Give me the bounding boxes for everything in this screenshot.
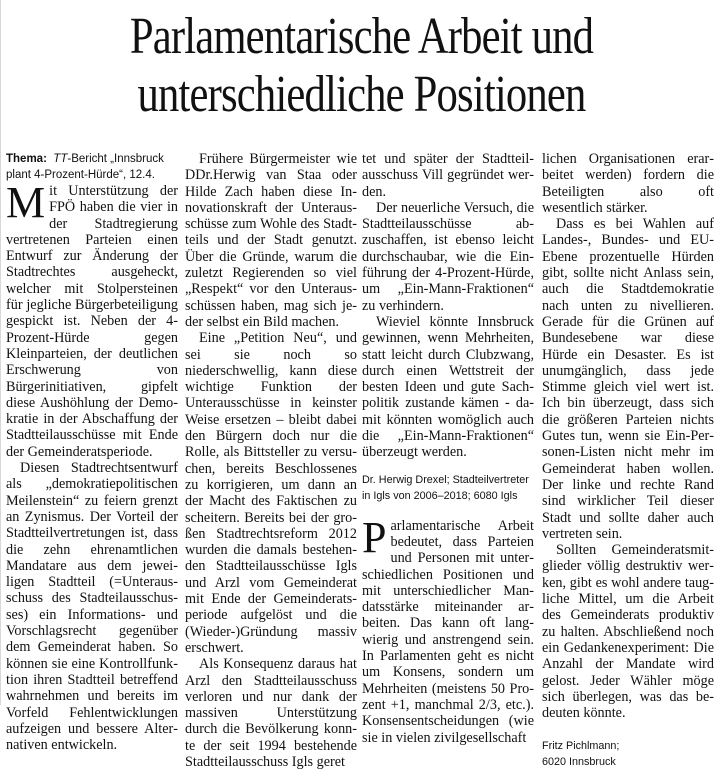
headline-line-1: Parlamentarische Arbeit und — [129, 8, 594, 65]
letter2-paragraph: Dass es bei Wahlen auf Landes-, Bundes- und EU-Ebene prozentuelle Hürden gibt, sollte nicht Anlass sein, auch die Stadtdemokratie nach unten zu nivellieren. Gerade für die Grünen auf Bundesebene war diese Hürde ein Desaster. Es ist unumgänglich, dass jede Stimme gleich viel wert ist. Ich bin überzeugt, dass sich die größeren Parteien nichts Gutes tun, wenn sie Ein-Personen-Listen nicht mehr im Gemeinderat haben wollen. Der linke und rechte Rand sind wirklicher Teil dieser Stadt und sollte daher auch vertreten sein. — [542, 216, 714, 542]
headline-line-2: unterschiedliche Positionen — [137, 66, 586, 123]
column-3 — [362, 151, 534, 746]
topic-label: Thema: — [6, 153, 47, 165]
letter1-paragraph: Als Konsequenz daraus hat Arzl den Stadtteilausschuss verloren und nur dank der massiven Unterstützung durch die Bevölkerung konnte der seit 1994 bestehende Stadtteilausschuss Igls geret — [185, 656, 357, 770]
letter1-paragraph: Eine „Petition Neu“, und sei sie noch so niederschwellig, kann diese wichtige Funktion der Unterausschüsse in keinster Weise ersetzen – bleibt dabei den Bürgern doch nur die Rolle, als Bittsteller zu versuchen, bereits Beschlossenes zu korrigieren, um dann an der Macht des Faktischen zu scheitern. Bereits bei der großen Stadtrechtsreform 2012 wurden die damals bestehenden Stadtteilausschüsse Igls und Arzl vom Gemeinderat mit Ende der Gemeinderatsperiode aufgelöst und die (Wieder-)Gründung massiv erschwert. — [185, 330, 357, 656]
dropcap-m: M — [6, 178, 46, 227]
letter2-signature: Fritz Pichlmann; 6020 Innsbruck — [542, 740, 620, 769]
column-4 — [542, 151, 714, 784]
column-1 — [6, 151, 178, 753]
headline — [65, 8, 658, 124]
topic-source: TT — [53, 153, 68, 165]
topic-text: -Bericht „Innsbruck plant 4-Prozent-Hürde“, 12.4. — [6, 153, 164, 181]
letter2-paragraph: Parlamentarische Arbeit bedeutet, dass Parteien und Personen mit unterschiedlichen Positionen und mit unterschiedlicher Mandatsstärke miteinander arbeiten. Das kann oft langwierig und anstrengend sein. In Parlamenten geht es nicht um Konsens, sondern um Mehrheiten (meistens 50 Prozent +1, manchmal 2/3, etc.). Konsensentscheidungen (wie sie in vielen zivilgesellschaft — [362, 512, 534, 746]
letter1-paragraph: Mit Unterstützung der FPÖ haben die vier in der Stadtregierung vertretenen Parteien einen Entwurf zur Änderung der Stadtrechtes ausgeheckt, welcher mit Stolpersteinen für jegliche Bürgerbeteiligung gespickt ist. Neben der 4-Prozent-Hürde gegen Kleinparteien, der deutlichen Erschwerung von Bürgerinitiativen, gipfelt diese Aushöhlung der Demokratie in der Abschaffung der Stadtteilausschüsse mit Ende der Gemeinderatsperiode. — [6, 178, 178, 460]
letter2-paragraph: lichen Organisationen erarbeitet werden) fordern die Beteiligten also oft wesentlich stärker. — [542, 151, 714, 216]
letter2-paragraph: Sollten Gemeinderatsmitglieder völlig destruktiv werken, gibt es wohl andere taugliche Mittel, um die Arbeit des Gemeinderats produktiv zu halten. Abschließend noch ein Gedankenexperiment: Die Anzahl der Mandate wird gelost. Jeder Wähler möge sich überlegen, was das bedeuten könnte. — [542, 542, 714, 722]
dropcap-p: P — [362, 512, 387, 562]
letter1-paragraph: tet und später der Stadtteilausschuss Vill gegründet werden. — [362, 151, 534, 200]
letter1-paragraph: Diesen Stadtrechtsentwurf als „demokratiepolitischen Meilenstein“ zu feiern grenzt an Zynismus. Der Vorteil der Stadtteilvertretungen ist, dass die zehn ehrenamtlichen Mandatare aus dem jeweiligen Stadtteil (=Unterausschuss des Stadteilausschusses) ein Informations- und Vorschlagsrecht gegenüber dem Gemeinderat haben. So können sie eine Kontrollfunktion ihren Stadtteil betreffend wahrnehmen und bereits im Vorfeld Fehlentwicklungen aufzeigen und bessere Alternativen entwickeln. — [6, 460, 178, 754]
topic-reference — [6, 151, 178, 183]
letter1-paragraph: Frühere Bürgermeister wie DDr.Herwig van Staa oder Hilde Zach haben diese Innovationskraft der Unterausschüsse zum Wohle des Stadtteils und der Stadt genutzt. Über die Gründe, warum die zuletzt Regierenden so viel „Respekt“ vor den Unterausschüssen haben, mag sich jeder selbst ein Bild machen. — [185, 151, 357, 330]
letter1-paragraph: Der neuerliche Versuch, die Stadtteilausschüsse abzuschaffen, ist ebenso leicht durchschaubar, wie die Einführung der 4-Prozent-Hürde, um „Ein-Mann-Fraktionen“ zu verhindern. — [362, 199, 534, 314]
letter1-paragraph: Wieviel könnte Innsbruck gewinnen, wenn Mehrheiten, statt leicht durch Clubzwang, durch einen Wettstreit der besten Ideen und gute Sachpolitik zustande kämen - damit könnten womöglich auch die „Ein-Mann-Fraktionen“ überzeugt werden. — [362, 313, 534, 461]
column-2 — [185, 151, 357, 770]
letter1-signature: Dr. Herwig Drexel; Stadteilvertreter in Igls von 2006–2018; 6080 Igls — [362, 473, 529, 502]
page-edge — [0, 0, 1, 705]
